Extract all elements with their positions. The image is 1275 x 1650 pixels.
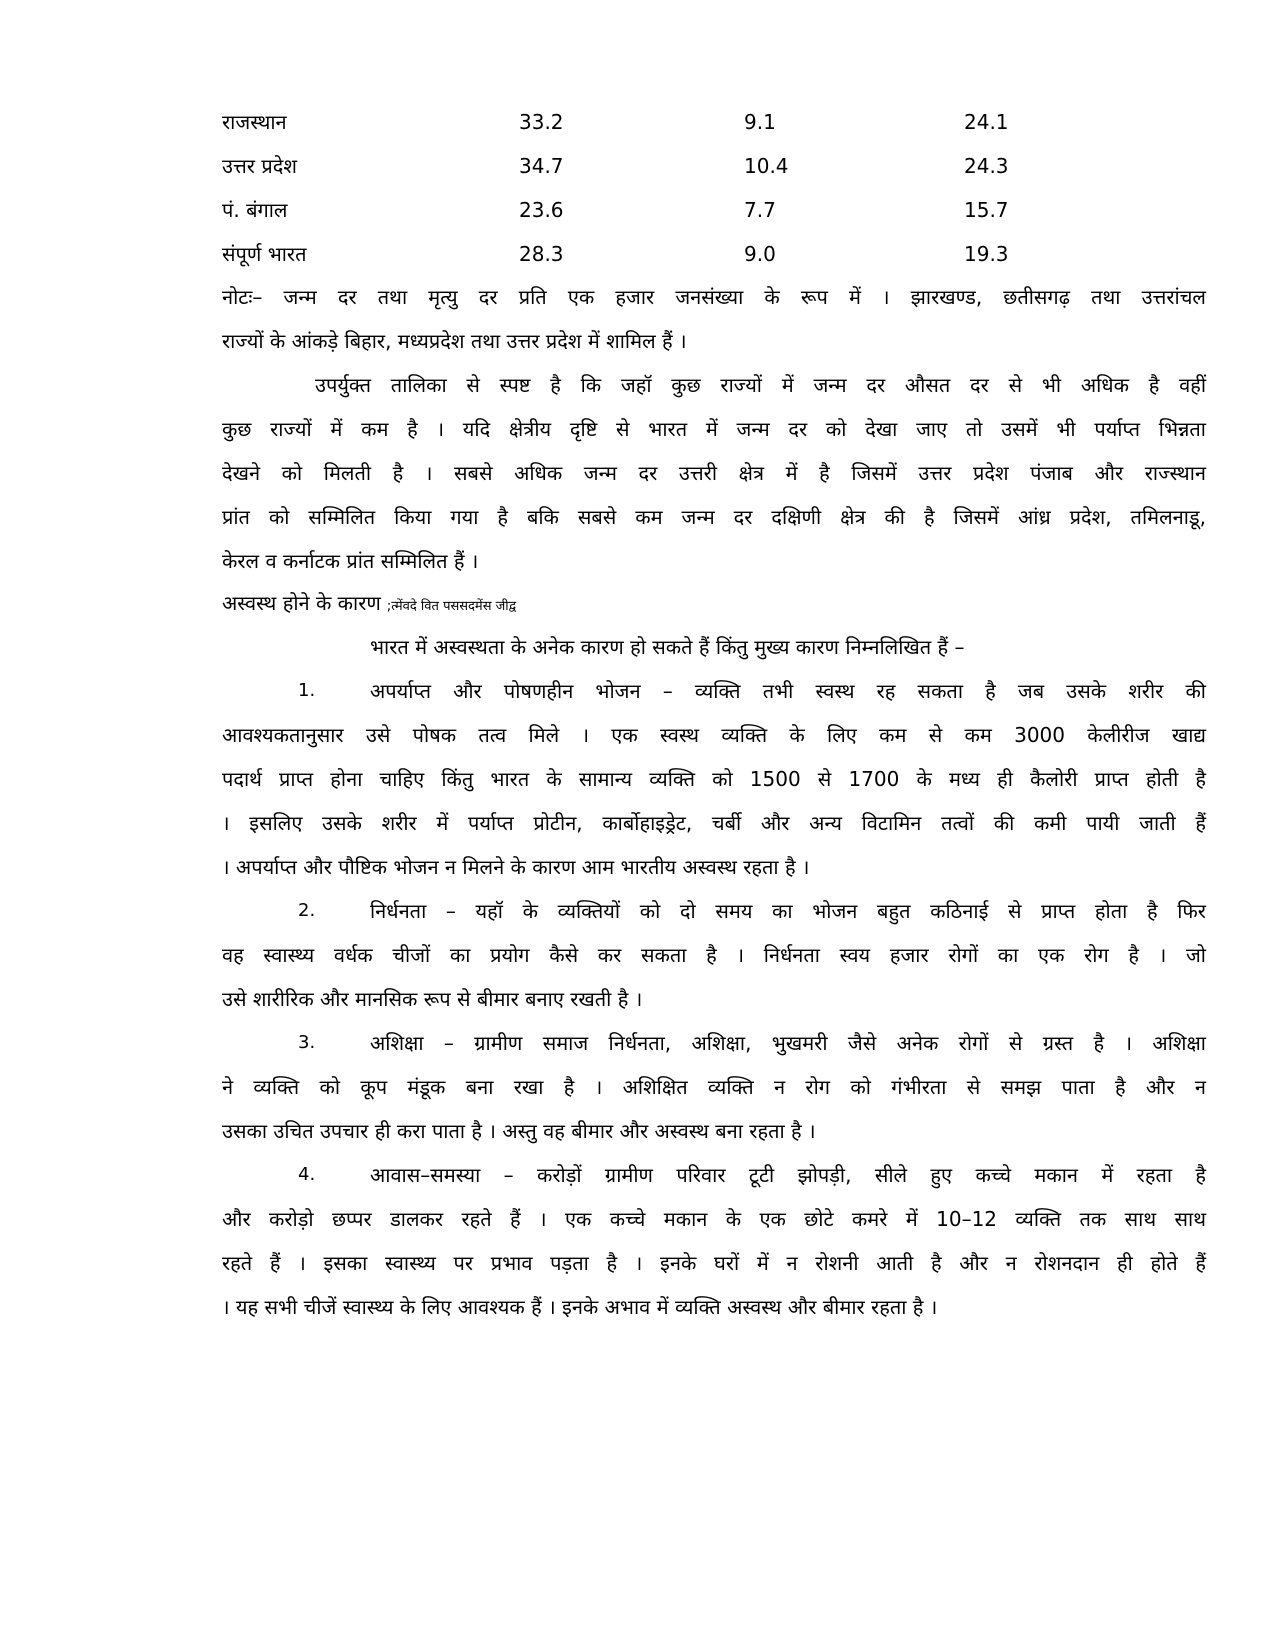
item-line: निर्धनता – यहॉ के व्यक्तियों को दो समय का भोजन बहुत कठिनाई से प्राप्त होता है फिर [370,899,1206,923]
death-rate: 7.7 [744,198,776,222]
paragraph-line: केरल व कर्नाटक प्रांत सम्मिलित हैं । [222,549,479,573]
growth-rate: 24.3 [964,154,1009,178]
growth-rate: 19.3 [964,242,1009,266]
heading-garbled-text: ;त्मेंवदे वित पससदमेंस जीद्व [386,599,517,614]
intro-line: भारत में अस्वस्थता के अनेक कारण हो सकते हैं किंतु मुख्य कारण निम्नलिखित हैं – [370,635,965,659]
item-line: उसे शारीरिक और मानसिक रूप से बीमार बनाए रखती है । [222,987,643,1011]
state-name: पं. बंगाल [222,198,288,222]
table-row [0,190,1275,230]
birth-rate: 28.3 [519,242,564,266]
growth-rate: 15.7 [964,198,1009,222]
death-rate: 9.1 [744,110,776,134]
item-line: रहते हैं । इसका स्वास्थ्य पर प्रभाव पड़ता है । इनके घरों में न रोशनी आती है और न रोशनदान ही होते हैं [222,1251,1206,1275]
table-row [0,102,1275,142]
birth-rate: 34.7 [519,154,564,178]
death-rate: 9.0 [744,242,776,266]
section-heading [222,583,516,627]
state-name: संपूर्ण भारत [222,242,307,266]
item-number: 1. [298,680,316,701]
item-number: 3. [298,1032,316,1053]
birth-rate: 23.6 [519,198,564,222]
birth-rate: 33.2 [519,110,564,134]
item-line: । इसलिए उसके शरीर में पर्याप्त प्रोटीन, कार्बोहाइड्रेट, चर्बी और अन्य विटामिन तत्वों की कमी पायी जाती हैं [222,811,1206,835]
paragraph-line: उपर्युक्त तालिका से स्पष्ट है कि जहॉ कुछ राज्यों में जन्म दर औसत दर से भी अधिक है वहीं [315,373,1206,397]
item-line: और करोड़ो छप्पर डालकर रहते हैं । एक कच्चे मकान के एक छोटे कमरे में 10–12 व्यक्ति तक साथ साथ [222,1207,1206,1231]
item-line: वह स्वास्थ्य वर्धक चीजों का प्रयोग कैसे कर सकता है । निर्धनता स्वय हजार रोगों का एक रोग है । जो [222,943,1206,967]
note-line: नोटः– जन्म दर तथा मृत्यु दर प्रति एक हजार जनसंख्या के रूप में । झारखण्ड, छतीसगढ़ तथा उत्तरांचल [222,285,1206,309]
item-line: । अपर्याप्त और पौष्टिक भोजन न मिलने के कारण आम भारतीय अस्वस्थ रहता है । [222,855,810,879]
item-line: ने व्यक्ति को कूप मंडूक बना रखा है । अशिक्षित व्यक्ति न रोग को गंभीरता से समझ पाता है और न [222,1075,1206,1099]
note-line: राज्यों के आंकड़े बिहार, मध्यप्रदेश तथा उत्तर प्रदेश में शामिल हैं । [222,329,687,353]
item-line: । यह सभी चीजें स्वास्थ्य के लिए आवश्यक हैं । इनके अभाव में व्यक्ति अस्वस्थ और बीमार रहता है । [222,1295,938,1319]
death-rate: 10.4 [744,154,789,178]
paragraph-line: प्रांत को सम्मिलित किया गया है बकि सबसे कम जन्म दर दक्षिणी क्षेत्र की है जिसमें आंध्र प्रदेश, तमिलनाडू, [222,505,1206,529]
item-line: अपर्याप्त और पोषणहीन भोजन – व्यक्ति तभी स्वस्थ रह सकता है जब उसके शरीर की [370,679,1206,703]
item-line: पदार्थ प्राप्त होना चाहिए किंतु भारत के सामान्य व्यक्ति को 1500 से 1700 के मध्य ही कैलोरी प्राप्त होती है [222,767,1206,791]
item-line: आवास–समस्या – करोड़ों ग्रामीण परिवार टूटी झोपड़ी, सीले हुए कच्चे मकान में रहता है [370,1163,1206,1187]
state-name: राजस्थान [222,110,287,134]
state-name: उत्तर प्रदेश [222,154,297,178]
item-number: 4. [298,1164,316,1185]
item-line: उसका उचित उपचार ही करा पाता है । अस्तु वह बीमार और अस्वस्थ बना रहता है । [222,1119,816,1143]
table-row [0,234,1275,274]
table-row [0,146,1275,186]
paragraph-line: देखने को मिलती है । सबसे अधिक जन्म दर उत्तरी क्षेत्र में है जिसमें उत्तर प्रदेश पंजाब और राज्स्थान [222,461,1206,485]
item-line: आवश्यकतानुसार उसे पोषक तत्व मिले । एक स्वस्थ व्यक्ति के लिए कम से कम 3000 केलीरीज खाद्य [222,723,1206,747]
paragraph-line: कुछ राज्यों में कम है । यदि क्षेत्रीय दृष्टि से भारत में जन्म दर को देखा जाए तो उसमें भी पर्याप्त भिन्नता [222,417,1206,441]
item-line: अशिक्षा – ग्रामीण समाज निर्धनता, अशिक्षा, भुखमरी जैसे अनेक रोगों से ग्रस्त है । अशिक्षा [370,1031,1206,1055]
growth-rate: 24.1 [964,110,1009,134]
item-number: 2. [298,900,316,921]
heading-text: अस्वस्थ होने के कारण [222,591,381,615]
